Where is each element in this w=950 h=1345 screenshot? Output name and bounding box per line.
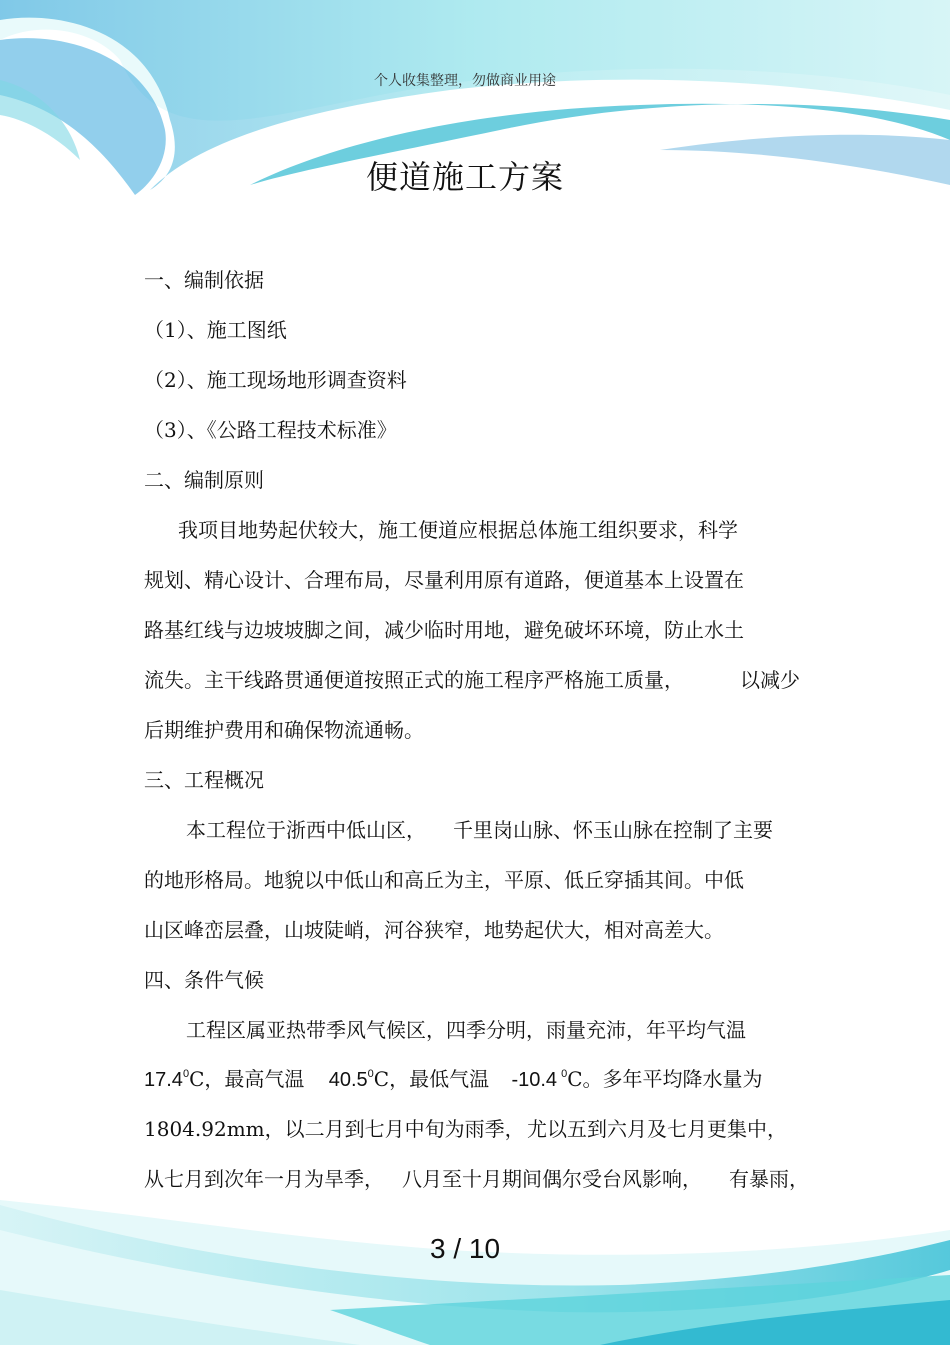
overview-line-1b: 千里岗山脉、怀玉山脉在控制了主要: [453, 818, 773, 842]
avg-temp-text: C，最高气温: [189, 1067, 305, 1091]
basis-item-2: （2）、施工现场地形调查资料: [144, 368, 407, 392]
principles-line-2: 规划、精心设计、合理布局，尽量利用原有道路，便道基本上设置在: [144, 568, 744, 592]
section-heading-principles: 二、编制原则: [144, 468, 264, 492]
climate-line-3b: 尤以五到六月及七月更集中，: [527, 1117, 787, 1141]
principles-line-3: 路基红线与边坡坡脚之间，减少临时用地，避免破坏环境，防止水土: [144, 618, 744, 642]
climate-line-4b: 八月至十月期间偶尔受台风影响，: [402, 1167, 702, 1191]
principles-line-1: 我项目地势起伏较大，施工便道应根据总体施工组织要求，科学: [178, 518, 738, 542]
watermark-text: 个人收集整理，勿做商业用途: [374, 73, 556, 89]
basis-item-3: （3）、《公路工程技术标准》: [144, 418, 397, 442]
section-heading-climate: 四、条件气候: [144, 968, 264, 992]
max-temp-text: C，最低气温: [373, 1067, 490, 1091]
principles-line-4: 流失。主干线路贯通便道按照正式的施工程序严格施工质量，: [144, 668, 684, 692]
climate-line-4a: 从七月到次年一月为旱季，: [144, 1167, 384, 1191]
principles-line-5: 后期维护费用和确保物流通畅。: [144, 718, 424, 742]
document-title: 便道施工方案: [365, 158, 564, 196]
min-temp-text: C。多年平均降水量为: [567, 1067, 763, 1091]
basis-item-1: （1）、施工图纸: [144, 318, 287, 342]
climate-line-2: [144, 1063, 763, 1092]
degree-mark: 0: [367, 1068, 374, 1080]
section-heading-basis: 一、编制依据: [144, 268, 264, 292]
max-temp-value: 40.5: [328, 1069, 368, 1091]
climate-line-1: 工程区属亚热带季风气候区，四季分明，雨量充沛，年平均气温: [186, 1018, 746, 1042]
overview-line-1a: 本工程位于浙西中低山区，: [186, 818, 426, 842]
min-temp-value: -10.4: [511, 1069, 558, 1091]
degree-mark: 0: [561, 1068, 568, 1080]
overview-line-3: 山区峰峦层叠，山坡陡峭，河谷狭窄，地势起伏大，相对高差大。: [144, 918, 724, 942]
avg-temp-value: 17.4: [144, 1069, 183, 1091]
overview-line-2: 的地形格局。地貌以中低山和高丘为主，平原、低丘穿插其间。中低: [144, 868, 744, 892]
section-heading-overview: 三、工程概况: [144, 768, 264, 792]
climate-line-3a: 1804.92mm，以二月到七月中旬为雨季，: [144, 1117, 525, 1141]
degree-mark: 0: [182, 1068, 190, 1080]
climate-line-4c: 有暴雨，: [729, 1167, 809, 1191]
principles-line-4-end: 以减少: [740, 668, 800, 692]
page-indicator: 3 / 10: [429, 1233, 501, 1264]
